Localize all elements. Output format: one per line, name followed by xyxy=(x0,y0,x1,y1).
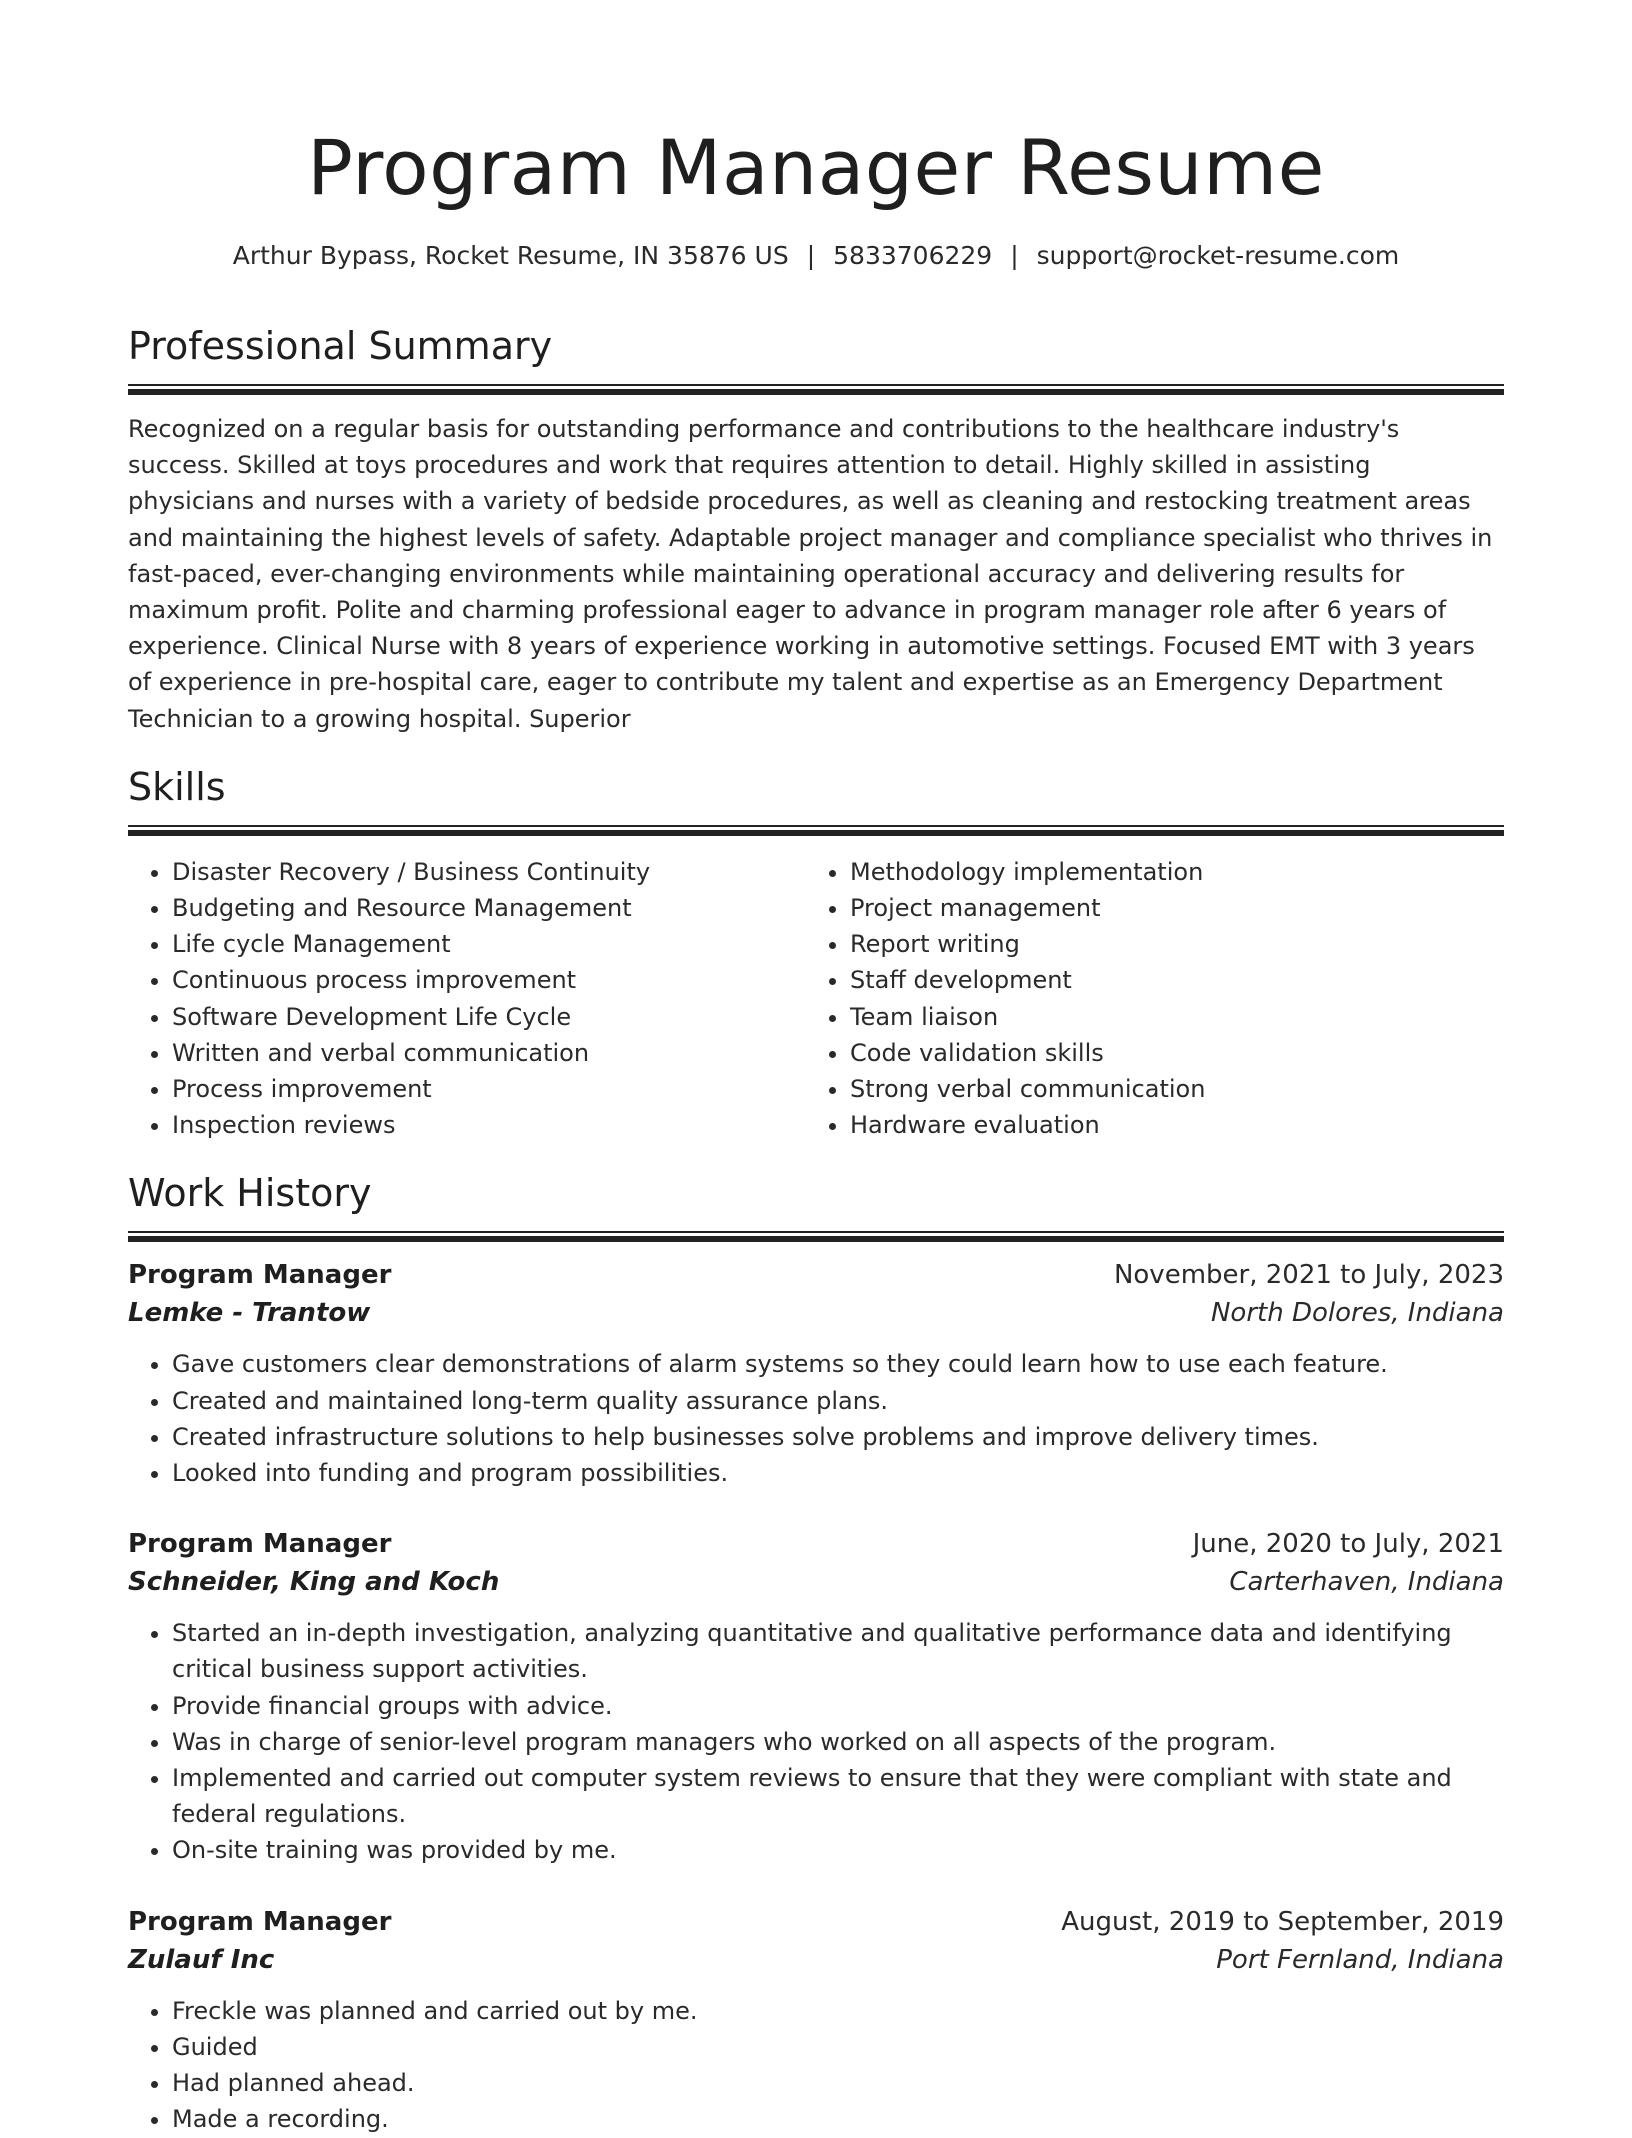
job-bullet: • Provide financial groups with advice. xyxy=(172,1688,1504,1724)
skill-item: • Hardware evaluation xyxy=(850,1107,1484,1143)
job-location: North Dolores, Indiana xyxy=(1210,1298,1504,1329)
resume-page xyxy=(128,0,1504,2138)
summary-text: Recognized on a regular basis for outstanding performance and contributions to the healthcare industry's success. Skilled at toys procedures and work that requires attention to detail. Highly skilled in assisting physicians and nurses with a variety of bedside procedures, as well as cleaning and restocking treatment areas and maintaining the highest levels of safety. Adaptable project manager and compliance specialist who thrives in fast-paced, ever-changing environments while maintaining operational accuracy and delivering results for maximum profit. Polite and charming professional eager to advance in program manager role after 6 years of experience. Clinical Nurse with 8 years of experience working in automotive settings. Focused EMT with 3 years of experience in pre-hospital care, eager to contribute my talent and expertise as an Emergency Department Technician to a growing hospital. Superior xyxy=(128,415,1493,733)
section-heading-work: Work History xyxy=(128,1171,372,1216)
job-subheader xyxy=(128,1563,1504,1601)
skill-item: • Project management xyxy=(850,890,1484,926)
job-bullets xyxy=(128,1615,1504,1868)
job-entry xyxy=(128,1256,1504,1491)
skill-item: • Strong verbal communication xyxy=(850,1071,1484,1107)
job-bullet: • Created infrastructure solutions to help businesses solve problems and improve delivery times. xyxy=(172,1419,1504,1455)
skill-item: • Budgeting and Resource Management xyxy=(172,890,806,926)
skill-item: • Team liaison xyxy=(850,999,1484,1035)
skill-item: • Staff development xyxy=(850,962,1484,998)
work-history-section xyxy=(128,1169,1504,2137)
job-title: Program Manager xyxy=(128,1906,392,1937)
job-bullet: • Looked into funding and program possibilities. xyxy=(172,1455,1504,1491)
contact-address: Arthur Bypass, Rocket Resume, IN 35876 US xyxy=(232,241,789,270)
skill-item: • Disaster Recovery / Business Continuity xyxy=(172,854,806,890)
job-bullet: • Freckle was planned and carried out by me. xyxy=(172,1993,1504,2029)
job-entry xyxy=(128,1903,1504,2138)
section-divider xyxy=(128,1231,1504,1242)
section-heading-skills: Skills xyxy=(128,764,226,809)
job-subheader xyxy=(128,1941,1504,1979)
skill-item: • Methodology implementation xyxy=(850,854,1484,890)
job-company: Lemke - Trantow xyxy=(128,1298,371,1329)
skills-list-right xyxy=(806,854,1484,1144)
job-dates: August, 2019 to September, 2019 xyxy=(1061,1906,1504,1937)
skill-item: • Software Development Life Cycle xyxy=(172,999,806,1035)
job-bullet: • Created and maintained long-term quality assurance plans. xyxy=(172,1383,1504,1419)
skill-item: • Written and verbal communication xyxy=(172,1035,806,1071)
job-bullet: • Made a recording. xyxy=(172,2101,1504,2137)
skill-item: • Report writing xyxy=(850,926,1484,962)
job-location: Carterhaven, Indiana xyxy=(1229,1567,1504,1598)
skill-item: • Life cycle Management xyxy=(172,926,806,962)
contact-separator: | xyxy=(1010,241,1019,270)
job-dates: November, 2021 to July, 2023 xyxy=(1113,1260,1504,1291)
skill-item: • Process improvement xyxy=(172,1071,806,1107)
professional-summary-section xyxy=(128,322,1504,737)
section-divider xyxy=(128,384,1504,395)
skill-item: • Code validation skills xyxy=(850,1035,1484,1071)
job-bullet: • Implemented and carried out computer system reviews to ensure that they were compliant with state and federal regulations. xyxy=(172,1760,1504,1832)
job-bullets xyxy=(128,1346,1504,1491)
job-subheader xyxy=(128,1294,1504,1332)
job-bullets xyxy=(128,1993,1504,2138)
job-header xyxy=(128,1903,1504,1941)
contact-line xyxy=(128,238,1504,274)
contact-email: support@rocket-resume.com xyxy=(1036,241,1400,270)
job-header xyxy=(128,1256,1504,1294)
job-bullet: • Gave customers clear demonstrations of alarm systems so they could learn how to use each feature. xyxy=(172,1346,1504,1382)
section-heading-summary: Professional Summary xyxy=(128,324,553,368)
page-title: Program Manager Resume xyxy=(307,123,1325,212)
contact-separator: | xyxy=(806,241,816,270)
skill-item: • Continuous process improvement xyxy=(172,962,806,998)
job-company: Zulauf Inc xyxy=(128,1944,275,1975)
skills-columns xyxy=(128,854,1504,1144)
job-title: Program Manager xyxy=(128,1529,392,1560)
contact-phone: 5833706229 xyxy=(833,241,993,270)
job-header xyxy=(128,1525,1504,1563)
job-bullet: • On-site training was provided by me. xyxy=(172,1832,1504,1868)
job-bullet: • Guided xyxy=(172,2029,1504,2065)
job-company: Schneider, King and Koch xyxy=(128,1567,500,1598)
job-title: Program Manager xyxy=(128,1260,392,1291)
section-divider xyxy=(128,825,1504,836)
skills-section xyxy=(128,763,1504,1144)
job-bullet: • Was in charge of senior-level program managers who worked on all aspects of the program. xyxy=(172,1724,1504,1760)
job-entry xyxy=(128,1525,1504,1868)
skill-item: • Inspection reviews xyxy=(172,1107,806,1143)
skills-list-left xyxy=(128,854,806,1144)
job-dates: June, 2020 to July, 2021 xyxy=(1192,1529,1504,1560)
job-location: Port Fernland, Indiana xyxy=(1216,1944,1504,1975)
job-bullet: • Had planned ahead. xyxy=(172,2065,1504,2101)
job-bullet: • Started an in-depth investigation, analyzing quantitative and qualitative performance data and identifying critical business support activities. xyxy=(172,1615,1504,1687)
